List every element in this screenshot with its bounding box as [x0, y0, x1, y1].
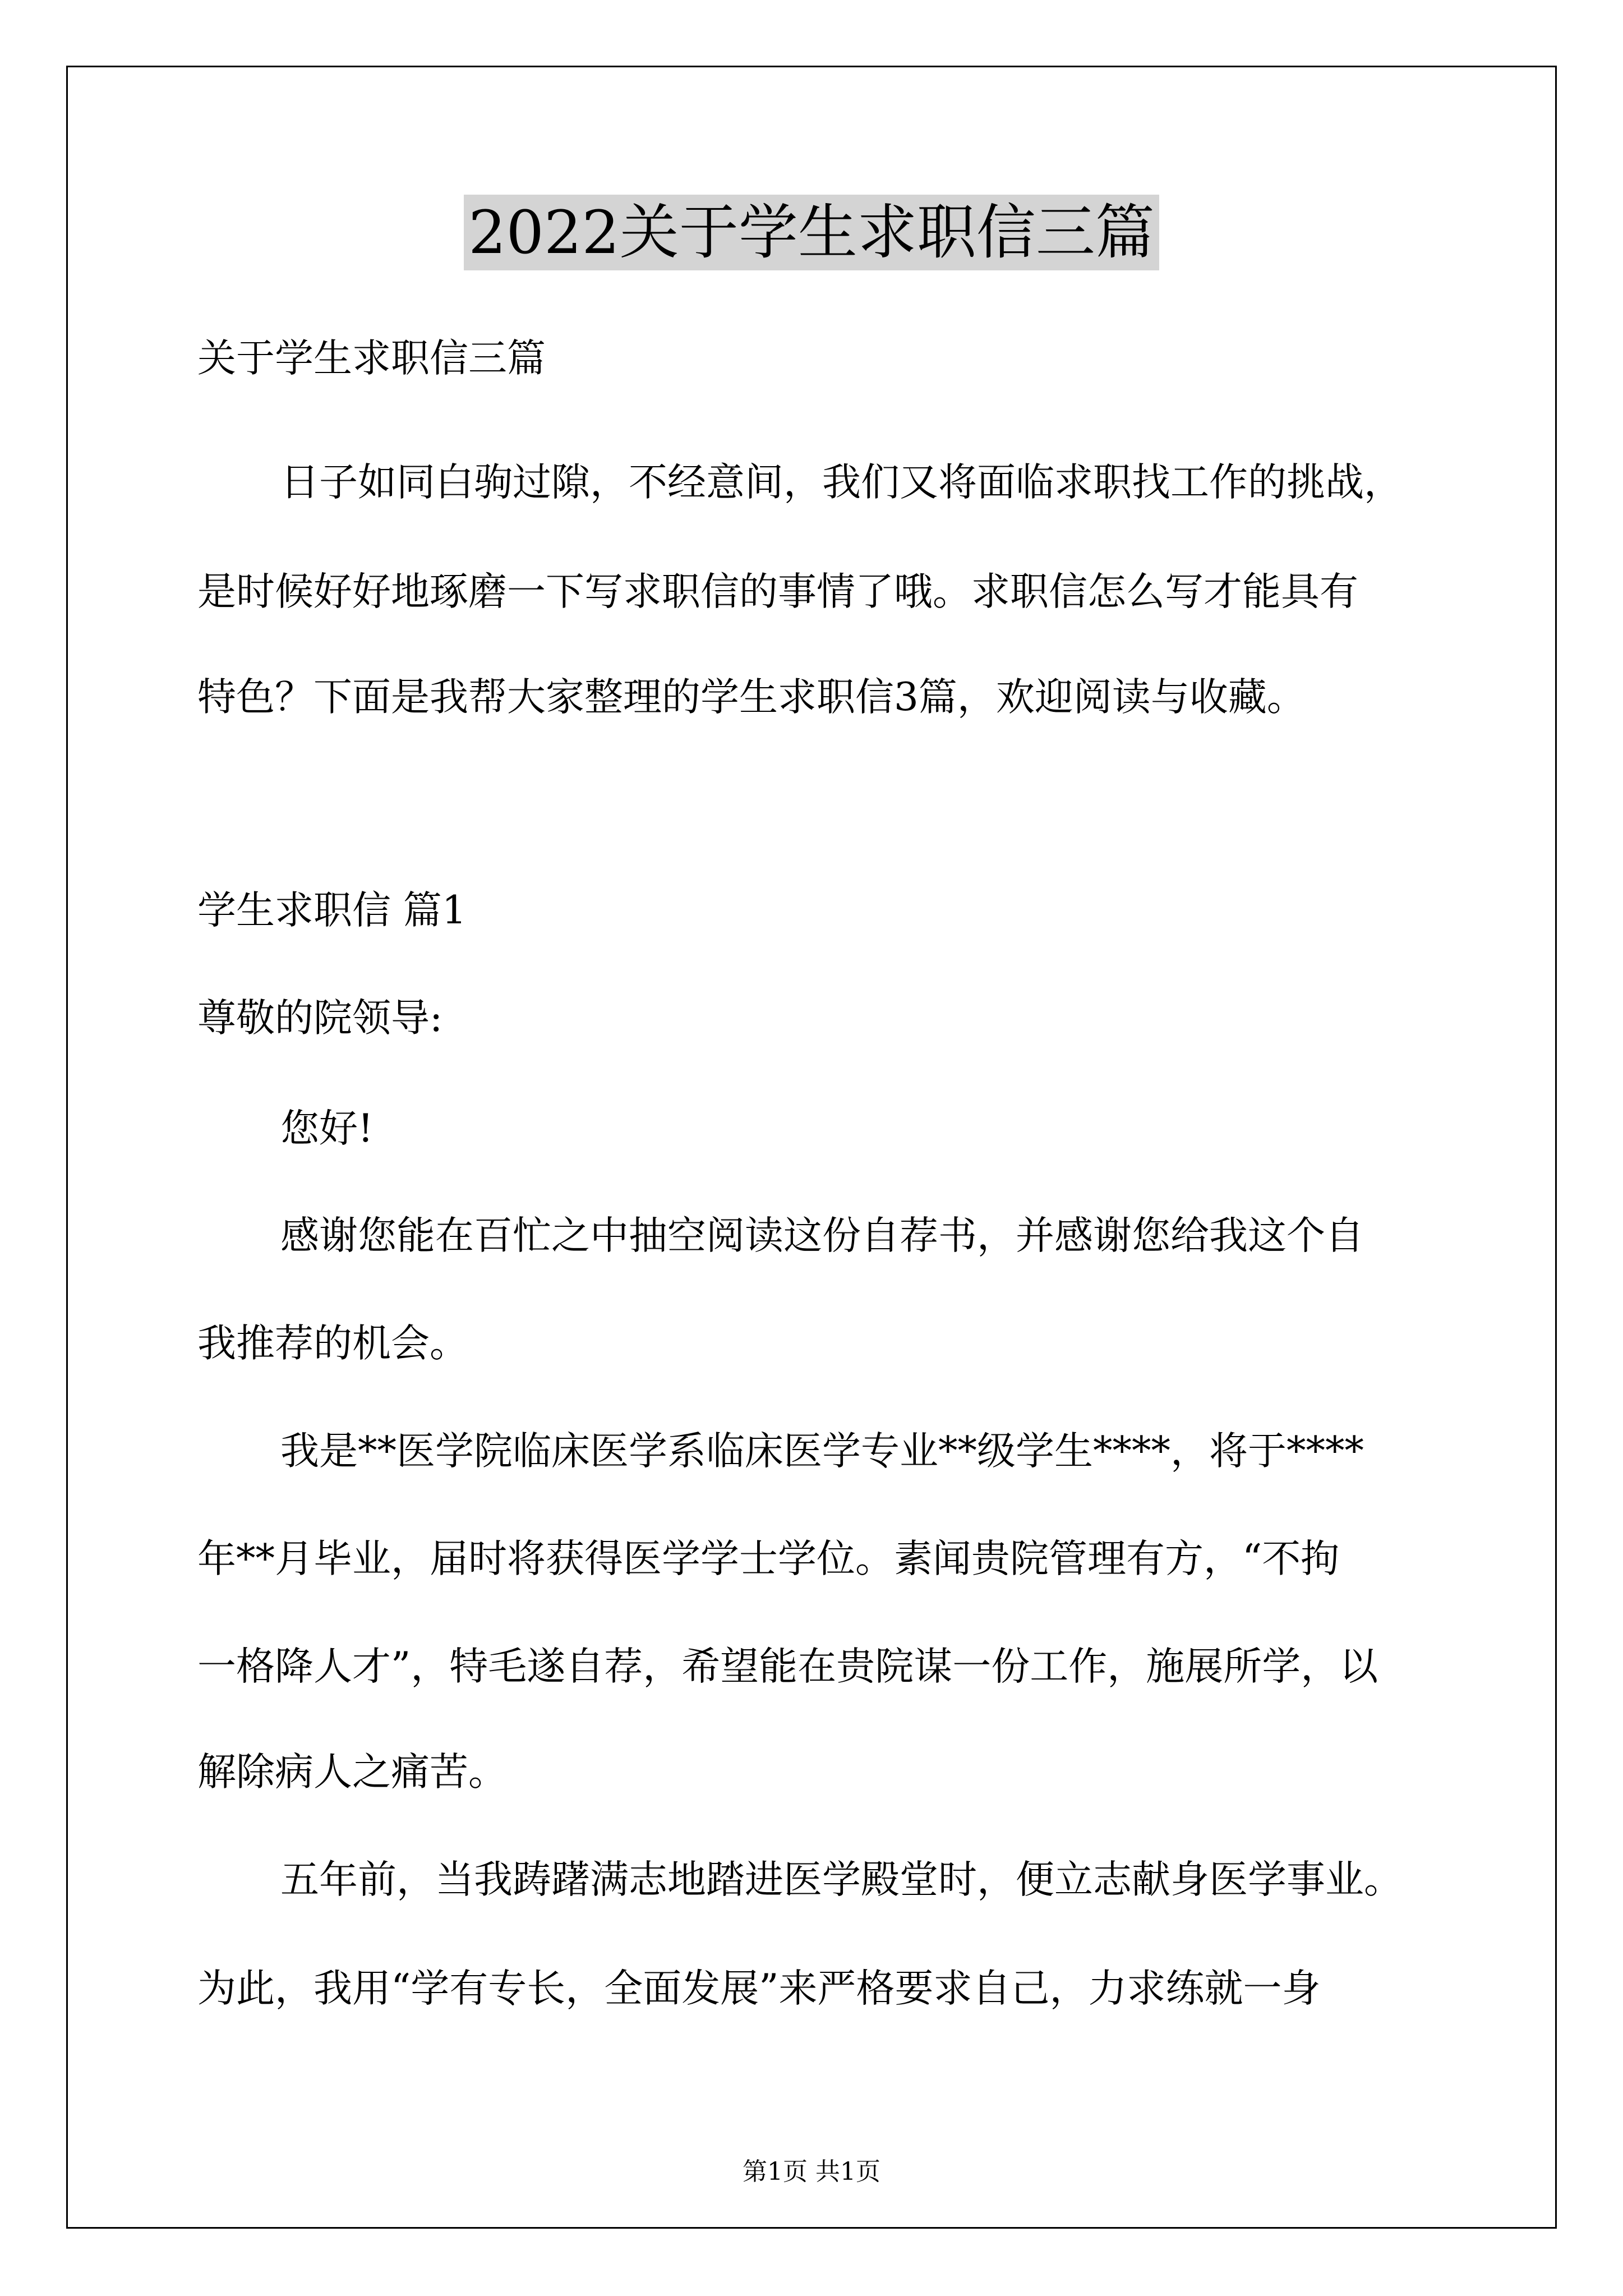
body-line: 五年前，当我踌躇满志地踏进医学殿堂时，便立志献身医学事业。 [280, 1857, 1403, 1902]
intro-line: 特色？下面是我帮大家整理的学生求职信3篇，欢迎阅读与收藏。 [197, 675, 1306, 720]
body-line: 解除病人之痛苦。 [197, 1750, 507, 1795]
greeting: 您好! [280, 1106, 374, 1151]
intro-line: 日子如同白驹过隙，不经意间，我们又将面临求职找工作的挑战， [280, 460, 1403, 505]
salutation: 尊敬的院领导: [197, 996, 443, 1041]
document-title: 2022关于学生求职信三篇 [0, 194, 1623, 272]
body-line: 感谢您能在百忙之中抽空阅读这份自荐书，并感谢您给我这个自 [280, 1213, 1364, 1258]
section-heading: 学生求职信 篇1 [197, 888, 467, 933]
body-line: 我推荐的机会。 [197, 1321, 468, 1366]
body-line: 年**月毕业，届时将获得医学学士学位。素闻贵院管理有方，“不拘 [197, 1536, 1340, 1581]
intro-line: 是时候好好地琢磨一下写求职信的事情了哦。求职信怎么写才能具有 [197, 569, 1358, 614]
body-line: 为此，我用“学有专长，全面发展”来严格要求自己，力求练就一身 [197, 1966, 1321, 2011]
body-line: 我是**医学院临床医学系临床医学专业**级学生****，将于**** [280, 1429, 1364, 1474]
document-subtitle: 关于学生求职信三篇 [197, 336, 546, 381]
body-line: 一格降人才”，特毛遂自荐，希望能在贵院谋一份工作，施展所学，以 [197, 1644, 1378, 1689]
page-number: 第1页 共1页 [743, 2157, 880, 2186]
